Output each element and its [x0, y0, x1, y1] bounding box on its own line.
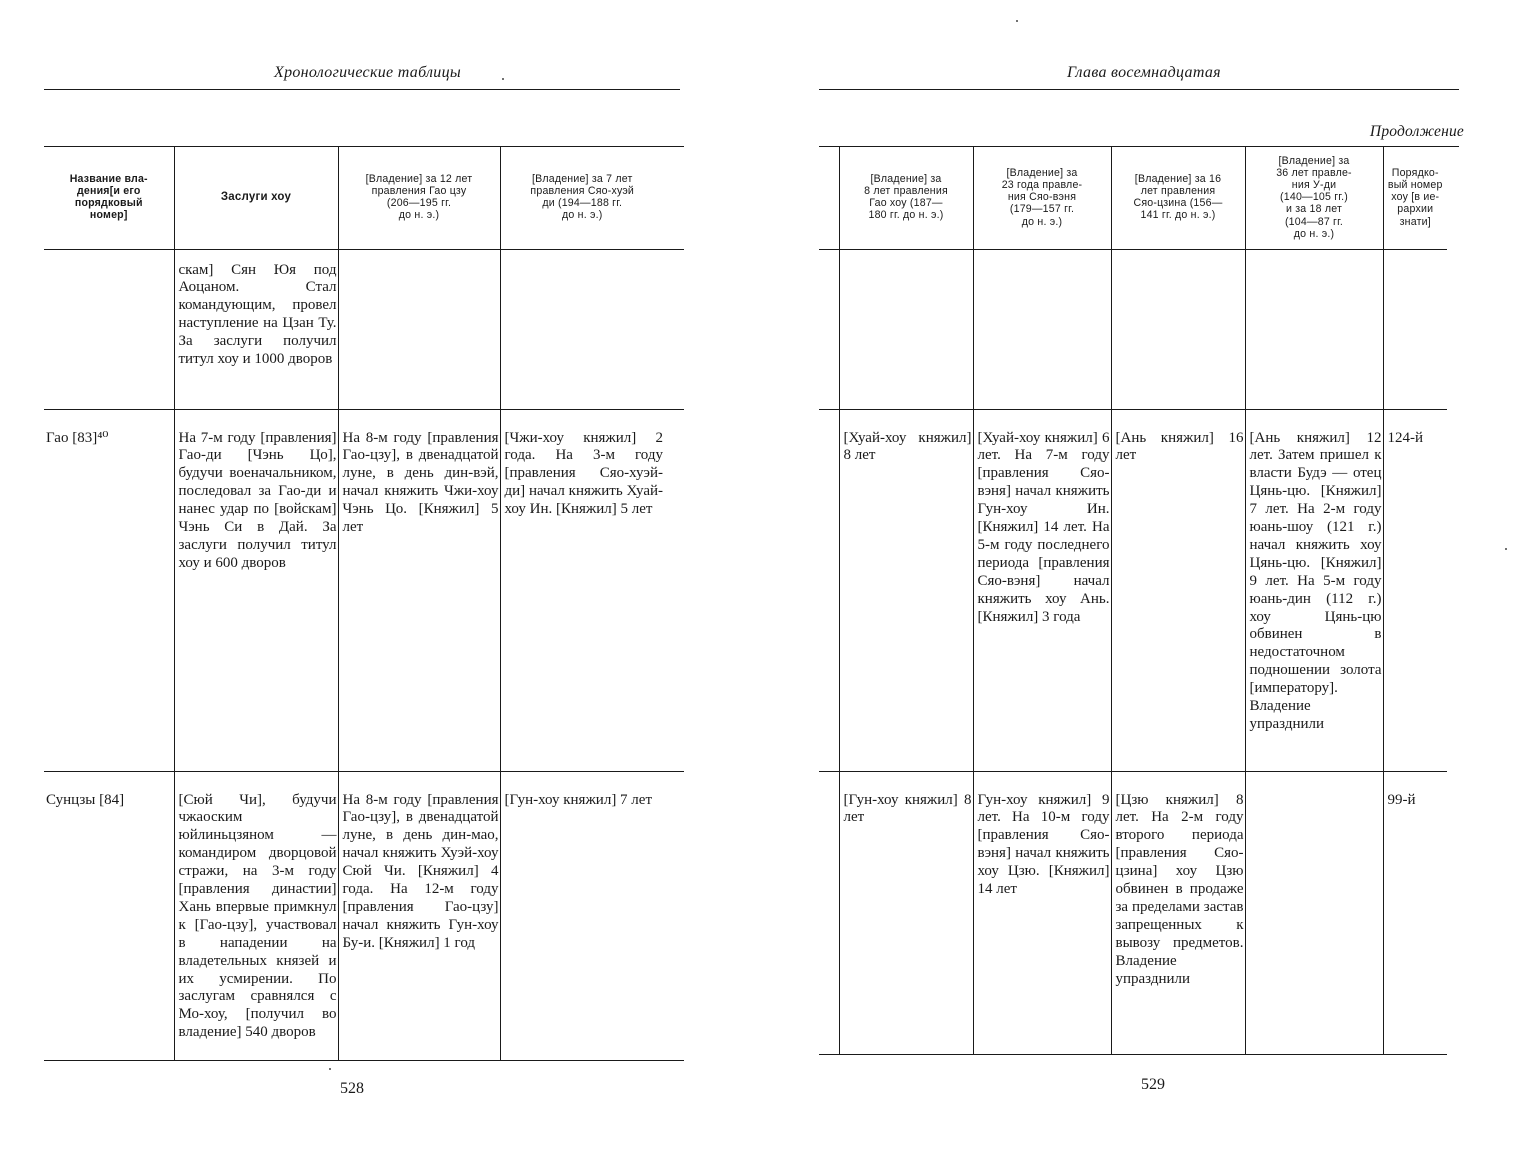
gaozu-cell: На 8-м году [правления Гао-цзу], в двенадцатой луне, в день дин-вэй, начал княжить Чжи-хоу Чэнь Цо. [Княжил] 5 лет — [338, 409, 500, 771]
table-row — [44, 771, 684, 1060]
page-number-left: 528 — [340, 1080, 364, 1097]
fief-name-cell: Сунцзы [84] — [44, 771, 174, 1060]
table-row — [44, 409, 684, 771]
gaohou-cell: [Хуай-хоу княжил] 8 лет — [839, 409, 973, 771]
header-xiaowen-reign: [Владение] за 23 года правле- ния Сяо-вэня (179—157 гг. до н. э.) — [973, 146, 1111, 249]
header-merits: Заслуги хоу — [174, 146, 338, 249]
chronology-table-right — [819, 146, 1447, 1055]
xiaojing-cell: [Цзю княжил] 8 лет. На 2-м году второго периода [правления Сяо-цзина] хоу Цзю обвинен в продаже за пределами застав запрещенных к вывозу предметов. Владение упразднили — [1111, 771, 1245, 1054]
table-header-row — [819, 146, 1447, 249]
table-row — [44, 249, 684, 409]
xiaojing-cell: [Ань княжил] 16 лет — [1111, 409, 1245, 771]
right-page — [767, 0, 1534, 1152]
xiaojing-cell — [1111, 249, 1245, 409]
table-row — [819, 249, 1447, 409]
header-fief-name: Название вла- дения[и его порядковый номер] — [44, 146, 174, 249]
header-xiaojing-reign: [Владение] за 16 лет правления Сяо-цзина (156— 141 гг. до н. э.) — [1111, 146, 1245, 249]
table-row — [819, 771, 1447, 1054]
running-head-right: Глава восемнадцатая — [1067, 64, 1221, 81]
fief-name-cell: Гао [83]⁴⁰ — [44, 409, 174, 771]
wudi-cell — [1245, 249, 1383, 409]
merits-cell: скам] Сян Юя под Аоцаном. Стал командующим, провел наступление на Цзан Ту. За заслуги получил титул хоу и 1000 дворов — [174, 249, 338, 409]
wudi-cell — [1245, 771, 1383, 1054]
header-wudi-reign: [Владение] за 36 лет правле- ния У-ди (140—105 гг.) и за 18 лет (104—87 гг. до н. э.) — [1245, 146, 1383, 249]
gaozu-cell — [338, 249, 500, 409]
rank-cell — [1383, 249, 1447, 409]
continued-label: Продолжение — [1369, 123, 1464, 140]
page-number-right: 529 — [1141, 1076, 1165, 1093]
rank-cell: 124-й — [1383, 409, 1447, 771]
table-row — [819, 409, 1447, 771]
table-header-row — [44, 146, 684, 249]
header-xiaohui-reign: [Владение] за 7 лет правления Сяо-хуэй ди (194—188 гг. до н. э.) — [500, 146, 664, 249]
xiaohui-cell: [Гун-хоу княжил] 7 лет — [500, 771, 664, 1060]
merits-cell: [Сюй Чи], будучи чжаоским юйлиньцзяном — командиром дворцовой стражи, на 3-м году [правления династии] Хань впервые примкнул к [Гао-цзу], участвовал в нападении на владетельных князей и их усмирении. По заслугам сравнялся с Мо-хоу, [получил во владение] 540 дворов — [174, 771, 338, 1060]
rank-cell: 99-й — [1383, 771, 1447, 1054]
xiaowen-cell: Гун-хоу княжил] 9 лет. На 10-м году [правления Сяо-вэня] начал княжить хоу Цзю. [Княжил] 14 лет — [973, 771, 1111, 1054]
running-head-left: Хронологические таблицы — [274, 64, 462, 81]
xiaowen-cell: [Хуай-хоу княжил] 6 лет. На 7-м году [правления Сяо-вэня] начал княжить Гун-хоу Ин. [Княжил] 14 лет. На 5-м году последнего периода [правления Сяо-вэня] начал княжить хоу Ань. [Княжил] 3 года — [973, 409, 1111, 771]
xiaohui-cell — [500, 249, 664, 409]
header-rank: Порядко- вый номер хоу [в ие- рархии знати] — [1383, 146, 1447, 249]
xiaowen-cell — [973, 249, 1111, 409]
header-gaozu-reign: [Владение] за 12 лет правления Гао цзу (206—195 гг. до н. э.) — [338, 146, 500, 249]
merits-cell: На 7-м году [правления] Гао-ди [Чэнь Цо], будучи военачальником, последовал за Гао-ди и нанес удар по [войскам] Чэнь Си в Дай. За заслуги получил титул хоу и 600 дворов — [174, 409, 338, 771]
header-rule-right — [819, 89, 1459, 90]
gaohou-cell — [839, 249, 973, 409]
xiaohui-cell: [Чжи-хоу княжил] 2 года. На 3-м году [правления Сяо-хуэй-ди] начал княжить Хуай-хоу Ин. [Княжил] 5 лет — [500, 409, 664, 771]
wudi-cell: [Ань княжил] 12 лет. Затем пришел к власти Будэ — отец Цянь-цю. [Княжил] 7 лет. На 2-м году юань-шоу (121 г.) начал княжить хоу Цянь-цю. [Княжил] 9 лет. На 5-м году юань-дин (112 г.) хоу Цянь-цю обвинен в недостаточном подношении золота [императору]. Владение упразднили — [1245, 409, 1383, 771]
header-gaohou-reign: [Владение] за 8 лет правления Гао хоу (187— 180 гг. до н. э.) — [839, 146, 973, 249]
fief-name-cell — [44, 249, 174, 409]
gaozu-cell: На 8-м году [правления Гао-цзу], в двенадцатой луне, в день дин-мао, начал княжить Хуэй-хоу Сюй Чи. [Княжил] 4 года. На 12-м году [правления Гао-цзу] начал княжить Гун-хоу Бу-и. [Княжил] 1 год — [338, 771, 500, 1060]
gaohou-cell: [Гун-хоу княжил] 8 лет — [839, 771, 973, 1054]
chronology-table-left — [44, 146, 684, 1061]
header-rule-left — [44, 89, 680, 90]
